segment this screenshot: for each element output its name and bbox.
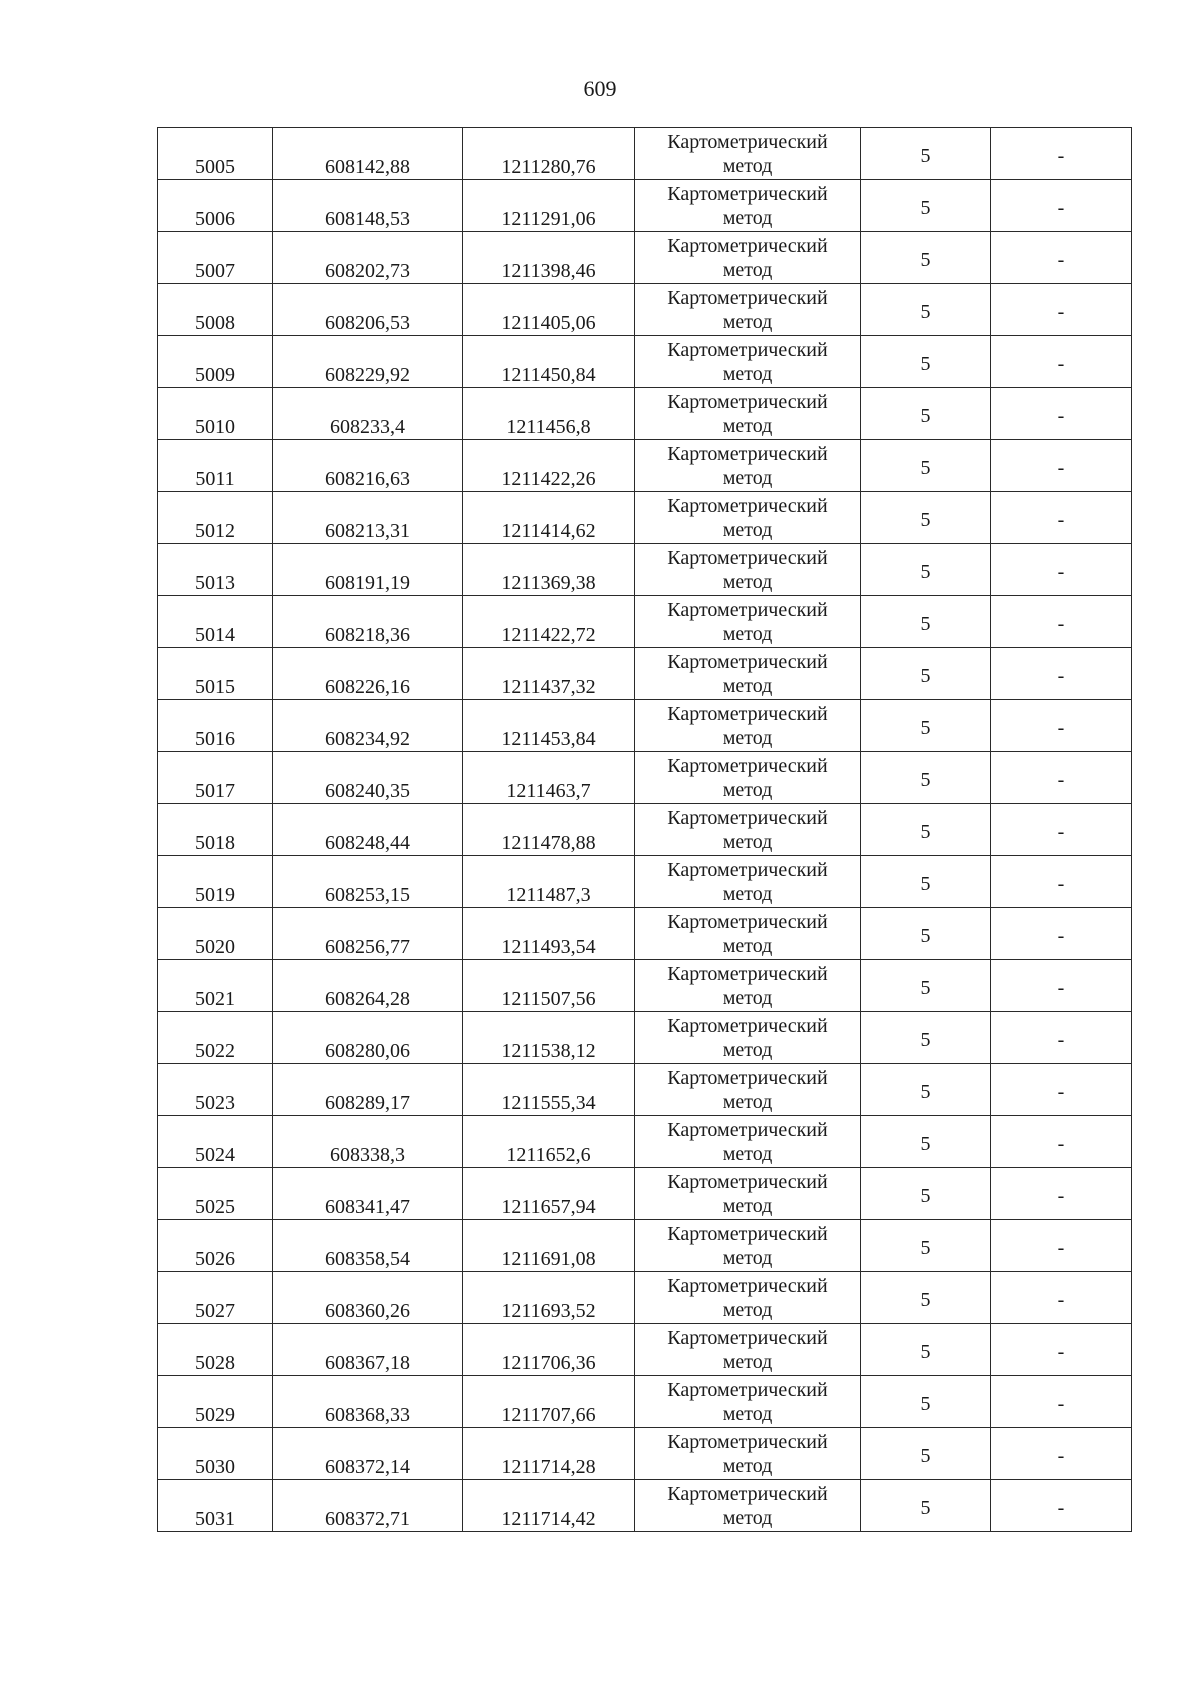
y-coordinate-cell: 1211693,52 xyxy=(463,1272,635,1324)
method-line-2: метод xyxy=(722,1142,773,1165)
method-line-2: метод xyxy=(722,1506,773,1529)
description-cell: - xyxy=(991,492,1132,544)
method-cell xyxy=(635,1220,861,1272)
x-coordinate-cell: 608368,33 xyxy=(273,1376,463,1428)
method-cell xyxy=(635,1064,861,1116)
point-number-cell: 5007 xyxy=(158,232,273,284)
description-cell: - xyxy=(991,596,1132,648)
accuracy-cell: 5 xyxy=(861,856,991,908)
y-coordinate-cell: 1211414,62 xyxy=(463,492,635,544)
method-cell xyxy=(635,336,861,388)
x-coordinate-cell: 608372,14 xyxy=(273,1428,463,1480)
x-coordinate-cell: 608256,77 xyxy=(273,908,463,960)
table-body xyxy=(158,128,1132,1532)
method-line-2: метод xyxy=(722,466,773,489)
y-coordinate-cell: 1211369,38 xyxy=(463,544,635,596)
method-line-1: Картометрический xyxy=(667,286,828,309)
method-line-1: Картометрический xyxy=(667,598,828,621)
point-number-cell: 5026 xyxy=(158,1220,273,1272)
table-row xyxy=(158,336,1132,388)
method-cell xyxy=(635,388,861,440)
accuracy-cell: 5 xyxy=(861,1064,991,1116)
point-number-cell: 5029 xyxy=(158,1376,273,1428)
description-cell: - xyxy=(991,1116,1132,1168)
point-number-cell: 5005 xyxy=(158,128,273,180)
method-cell xyxy=(635,1272,861,1324)
y-coordinate-cell: 1211714,42 xyxy=(463,1480,635,1532)
method-line-2: метод xyxy=(722,1038,773,1061)
x-coordinate-cell: 608234,92 xyxy=(273,700,463,752)
method-cell xyxy=(635,804,861,856)
table-row xyxy=(158,596,1132,648)
table-row xyxy=(158,1012,1132,1064)
method-line-1: Картометрический xyxy=(667,702,828,725)
method-cell xyxy=(635,596,861,648)
accuracy-cell: 5 xyxy=(861,284,991,336)
point-number-cell: 5011 xyxy=(158,440,273,492)
point-number-cell: 5017 xyxy=(158,752,273,804)
table-row xyxy=(158,544,1132,596)
table-row xyxy=(158,700,1132,752)
description-cell: - xyxy=(991,908,1132,960)
x-coordinate-cell: 608360,26 xyxy=(273,1272,463,1324)
x-coordinate-cell: 608213,31 xyxy=(273,492,463,544)
y-coordinate-cell: 1211437,32 xyxy=(463,648,635,700)
table-row xyxy=(158,128,1132,180)
method-line-1: Картометрический xyxy=(667,442,828,465)
table-row xyxy=(158,440,1132,492)
method-line-2: метод xyxy=(722,882,773,905)
method-line-1: Картометрический xyxy=(667,650,828,673)
description-cell: - xyxy=(991,960,1132,1012)
method-line-1: Картометрический xyxy=(667,390,828,413)
method-line-2: метод xyxy=(722,934,773,957)
accuracy-cell: 5 xyxy=(861,1220,991,1272)
description-cell: - xyxy=(991,1428,1132,1480)
method-cell xyxy=(635,1376,861,1428)
y-coordinate-cell: 1211463,7 xyxy=(463,752,635,804)
description-cell: - xyxy=(991,804,1132,856)
description-cell: - xyxy=(991,1480,1132,1532)
y-coordinate-cell: 1211291,06 xyxy=(463,180,635,232)
method-line-1: Картометрический xyxy=(667,1014,828,1037)
x-coordinate-cell: 608206,53 xyxy=(273,284,463,336)
point-number-cell: 5015 xyxy=(158,648,273,700)
method-line-1: Картометрический xyxy=(667,546,828,569)
point-number-cell: 5012 xyxy=(158,492,273,544)
table-row xyxy=(158,960,1132,1012)
table-row xyxy=(158,1220,1132,1272)
x-coordinate-cell: 608216,63 xyxy=(273,440,463,492)
accuracy-cell: 5 xyxy=(861,1272,991,1324)
description-cell: - xyxy=(991,336,1132,388)
method-cell xyxy=(635,232,861,284)
method-line-1: Картометрический xyxy=(667,1430,828,1453)
method-line-2: метод xyxy=(722,830,773,853)
method-line-1: Картометрический xyxy=(667,962,828,985)
y-coordinate-cell: 1211398,46 xyxy=(463,232,635,284)
table-row xyxy=(158,492,1132,544)
method-line-1: Картометрический xyxy=(667,1274,828,1297)
method-line-2: метод xyxy=(722,414,773,437)
method-cell xyxy=(635,908,861,960)
point-number-cell: 5006 xyxy=(158,180,273,232)
x-coordinate-cell: 608240,35 xyxy=(273,752,463,804)
method-line-2: метод xyxy=(722,206,773,229)
method-cell xyxy=(635,700,861,752)
accuracy-cell: 5 xyxy=(861,128,991,180)
y-coordinate-cell: 1211507,56 xyxy=(463,960,635,1012)
x-coordinate-cell: 608280,06 xyxy=(273,1012,463,1064)
method-line-1: Картометрический xyxy=(667,234,828,257)
description-cell: - xyxy=(991,180,1132,232)
method-line-2: метод xyxy=(722,518,773,541)
point-number-cell: 5013 xyxy=(158,544,273,596)
accuracy-cell: 5 xyxy=(861,908,991,960)
table-row xyxy=(158,1376,1132,1428)
method-cell xyxy=(635,544,861,596)
accuracy-cell: 5 xyxy=(861,388,991,440)
accuracy-cell: 5 xyxy=(861,232,991,284)
table-row xyxy=(158,1272,1132,1324)
description-cell: - xyxy=(991,856,1132,908)
method-cell xyxy=(635,648,861,700)
method-line-1: Картометрический xyxy=(667,1222,828,1245)
x-coordinate-cell: 608338,3 xyxy=(273,1116,463,1168)
method-cell xyxy=(635,492,861,544)
method-line-2: метод xyxy=(722,258,773,281)
table-row xyxy=(158,1168,1132,1220)
x-coordinate-cell: 608233,4 xyxy=(273,388,463,440)
accuracy-cell: 5 xyxy=(861,648,991,700)
description-cell: - xyxy=(991,1168,1132,1220)
point-number-cell: 5027 xyxy=(158,1272,273,1324)
point-number-cell: 5024 xyxy=(158,1116,273,1168)
description-cell: - xyxy=(991,1324,1132,1376)
accuracy-cell: 5 xyxy=(861,1012,991,1064)
accuracy-cell: 5 xyxy=(861,1168,991,1220)
point-number-cell: 5019 xyxy=(158,856,273,908)
x-coordinate-cell: 608142,88 xyxy=(273,128,463,180)
y-coordinate-cell: 1211422,26 xyxy=(463,440,635,492)
description-cell: - xyxy=(991,284,1132,336)
x-coordinate-cell: 608264,28 xyxy=(273,960,463,1012)
method-line-1: Картометрический xyxy=(667,494,828,517)
x-coordinate-cell: 608341,47 xyxy=(273,1168,463,1220)
y-coordinate-cell: 1211714,28 xyxy=(463,1428,635,1480)
point-number-cell: 5016 xyxy=(158,700,273,752)
accuracy-cell: 5 xyxy=(861,804,991,856)
method-line-1: Картометрический xyxy=(667,1378,828,1401)
method-line-2: метод xyxy=(722,154,773,177)
description-cell: - xyxy=(991,700,1132,752)
x-coordinate-cell: 608202,73 xyxy=(273,232,463,284)
point-number-cell: 5009 xyxy=(158,336,273,388)
description-cell: - xyxy=(991,544,1132,596)
y-coordinate-cell: 1211493,54 xyxy=(463,908,635,960)
table-row xyxy=(158,804,1132,856)
y-coordinate-cell: 1211652,6 xyxy=(463,1116,635,1168)
description-cell: - xyxy=(991,1012,1132,1064)
accuracy-cell: 5 xyxy=(861,1376,991,1428)
accuracy-cell: 5 xyxy=(861,440,991,492)
method-line-2: метод xyxy=(722,570,773,593)
accuracy-cell: 5 xyxy=(861,180,991,232)
method-cell xyxy=(635,1116,861,1168)
point-number-cell: 5021 xyxy=(158,960,273,1012)
accuracy-cell: 5 xyxy=(861,700,991,752)
y-coordinate-cell: 1211280,76 xyxy=(463,128,635,180)
method-line-2: метод xyxy=(722,1454,773,1477)
table-row xyxy=(158,1324,1132,1376)
method-line-1: Картометрический xyxy=(667,182,828,205)
accuracy-cell: 5 xyxy=(861,752,991,804)
table-row xyxy=(158,1064,1132,1116)
description-cell: - xyxy=(991,440,1132,492)
y-coordinate-cell: 1211538,12 xyxy=(463,1012,635,1064)
table-row xyxy=(158,232,1132,284)
point-number-cell: 5028 xyxy=(158,1324,273,1376)
method-line-1: Картометрический xyxy=(667,754,828,777)
description-cell: - xyxy=(991,648,1132,700)
description-cell: - xyxy=(991,232,1132,284)
description-cell: - xyxy=(991,1220,1132,1272)
method-line-2: метод xyxy=(722,726,773,749)
point-number-cell: 5031 xyxy=(158,1480,273,1532)
method-cell xyxy=(635,752,861,804)
method-cell xyxy=(635,284,861,336)
method-cell xyxy=(635,440,861,492)
method-line-2: метод xyxy=(722,310,773,333)
point-number-cell: 5008 xyxy=(158,284,273,336)
method-line-2: метод xyxy=(722,1402,773,1425)
method-line-1: Картометрический xyxy=(667,858,828,881)
method-cell xyxy=(635,128,861,180)
method-cell xyxy=(635,960,861,1012)
method-cell xyxy=(635,1324,861,1376)
x-coordinate-cell: 608289,17 xyxy=(273,1064,463,1116)
y-coordinate-cell: 1211422,72 xyxy=(463,596,635,648)
x-coordinate-cell: 608367,18 xyxy=(273,1324,463,1376)
method-line-1: Картометрический xyxy=(667,910,828,933)
method-line-1: Картометрический xyxy=(667,130,828,153)
table-row xyxy=(158,1116,1132,1168)
point-number-cell: 5025 xyxy=(158,1168,273,1220)
method-cell xyxy=(635,1428,861,1480)
method-line-2: метод xyxy=(722,1090,773,1113)
description-cell: - xyxy=(991,1376,1132,1428)
point-number-cell: 5030 xyxy=(158,1428,273,1480)
page-number: 609 xyxy=(583,76,617,101)
table-row xyxy=(158,180,1132,232)
y-coordinate-cell: 1211706,36 xyxy=(463,1324,635,1376)
coordinates-table xyxy=(157,127,1132,1532)
y-coordinate-cell: 1211657,94 xyxy=(463,1168,635,1220)
table-row xyxy=(158,648,1132,700)
y-coordinate-cell: 1211487,3 xyxy=(463,856,635,908)
point-number-cell: 5023 xyxy=(158,1064,273,1116)
table-row xyxy=(158,1480,1132,1532)
description-cell: - xyxy=(991,752,1132,804)
x-coordinate-cell: 608191,19 xyxy=(273,544,463,596)
method-line-1: Картометрический xyxy=(667,1118,828,1141)
table-row xyxy=(158,752,1132,804)
method-cell xyxy=(635,1012,861,1064)
accuracy-cell: 5 xyxy=(861,544,991,596)
accuracy-cell: 5 xyxy=(861,1324,991,1376)
x-coordinate-cell: 608253,15 xyxy=(273,856,463,908)
y-coordinate-cell: 1211691,08 xyxy=(463,1220,635,1272)
method-line-1: Картометрический xyxy=(667,806,828,829)
method-line-2: метод xyxy=(722,986,773,1009)
method-line-2: метод xyxy=(722,674,773,697)
method-line-2: метод xyxy=(722,1194,773,1217)
accuracy-cell: 5 xyxy=(861,1116,991,1168)
y-coordinate-cell: 1211450,84 xyxy=(463,336,635,388)
method-cell xyxy=(635,856,861,908)
method-line-1: Картометрический xyxy=(667,1326,828,1349)
table-row xyxy=(158,856,1132,908)
method-line-2: метод xyxy=(722,778,773,801)
method-line-2: метод xyxy=(722,1246,773,1269)
y-coordinate-cell: 1211478,88 xyxy=(463,804,635,856)
point-number-cell: 5018 xyxy=(158,804,273,856)
method-cell xyxy=(635,180,861,232)
x-coordinate-cell: 608229,92 xyxy=(273,336,463,388)
description-cell: - xyxy=(991,388,1132,440)
y-coordinate-cell: 1211453,84 xyxy=(463,700,635,752)
table-row xyxy=(158,284,1132,336)
method-line-1: Картометрический xyxy=(667,338,828,361)
method-line-1: Картометрический xyxy=(667,1170,828,1193)
method-line-2: метод xyxy=(722,1298,773,1321)
x-coordinate-cell: 608248,44 xyxy=(273,804,463,856)
point-number-cell: 5010 xyxy=(158,388,273,440)
method-line-2: метод xyxy=(722,1350,773,1373)
y-coordinate-cell: 1211405,06 xyxy=(463,284,635,336)
accuracy-cell: 5 xyxy=(861,596,991,648)
table-row xyxy=(158,388,1132,440)
x-coordinate-cell: 608226,16 xyxy=(273,648,463,700)
x-coordinate-cell: 608372,71 xyxy=(273,1480,463,1532)
method-line-2: метод xyxy=(722,362,773,385)
method-line-1: Картометрический xyxy=(667,1066,828,1089)
point-number-cell: 5014 xyxy=(158,596,273,648)
method-cell xyxy=(635,1480,861,1532)
point-number-cell: 5022 xyxy=(158,1012,273,1064)
accuracy-cell: 5 xyxy=(861,336,991,388)
accuracy-cell: 5 xyxy=(861,1480,991,1532)
point-number-cell: 5020 xyxy=(158,908,273,960)
table-row xyxy=(158,1428,1132,1480)
y-coordinate-cell: 1211707,66 xyxy=(463,1376,635,1428)
x-coordinate-cell: 608148,53 xyxy=(273,180,463,232)
accuracy-cell: 5 xyxy=(861,960,991,1012)
method-line-1: Картометрический xyxy=(667,1482,828,1505)
y-coordinate-cell: 1211555,34 xyxy=(463,1064,635,1116)
x-coordinate-cell: 608218,36 xyxy=(273,596,463,648)
description-cell: - xyxy=(991,1064,1132,1116)
accuracy-cell: 5 xyxy=(861,1428,991,1480)
accuracy-cell: 5 xyxy=(861,492,991,544)
y-coordinate-cell: 1211456,8 xyxy=(463,388,635,440)
method-line-2: метод xyxy=(722,622,773,645)
description-cell: - xyxy=(991,128,1132,180)
description-cell: - xyxy=(991,1272,1132,1324)
x-coordinate-cell: 608358,54 xyxy=(273,1220,463,1272)
method-cell xyxy=(635,1168,861,1220)
table-row xyxy=(158,908,1132,960)
